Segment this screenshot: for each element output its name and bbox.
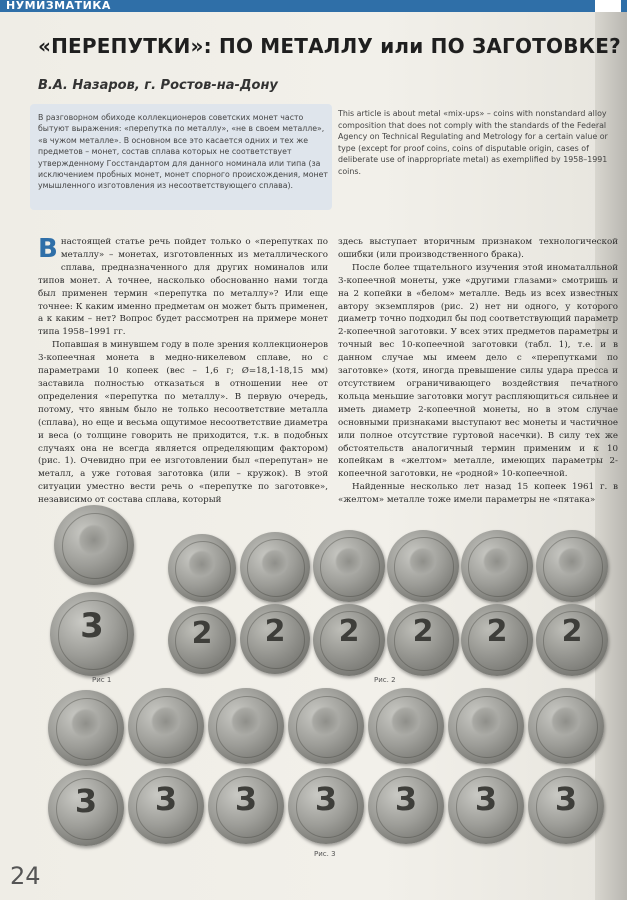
coin-figure3-reverse: 3 [288, 768, 364, 844]
coin-figure3-reverse: 3 [368, 768, 444, 844]
coin-figure3-obverse [48, 690, 124, 766]
coin-figure2-reverse: 2 [240, 604, 310, 674]
coin-figure2-obverse [387, 530, 459, 602]
header-right-block [595, 0, 621, 12]
page-number: 24 [10, 862, 41, 890]
section-header-bar [0, 0, 627, 12]
paragraph-continued: здесь выступает вторичным признаком технологической ошибки (или производственного брака). [338, 237, 618, 260]
coin-figure3-obverse [288, 688, 364, 764]
paragraph-fourth: Найденные несколько лет назад 15 копеек 1961 г. в «желтом» металле тоже имели параметры не «пятака» [338, 482, 618, 506]
coin-figure3-obverse [368, 688, 444, 764]
coin-figure3-reverse: 3 [208, 768, 284, 844]
figure2-caption: Рис. 2 [374, 676, 396, 684]
paragraph-intro [38, 236, 328, 339]
coin-figure3-reverse: 3 [48, 770, 124, 846]
coin-figure3-reverse: 3 [128, 768, 204, 844]
coin-figure1-obverse [54, 505, 134, 585]
coin-figure2-obverse [313, 530, 385, 602]
section-label: НУМИЗМАТИКА [6, 0, 111, 12]
coin-figure3-obverse [208, 688, 284, 764]
figure3-caption: Рис. 3 [314, 850, 336, 858]
coin-figure2-reverse: 2 [387, 604, 459, 676]
drop-cap: В [38, 234, 58, 264]
paragraph-third: После более тщательного изучения этой иноматалльной 3-копеечной монеты, уже «другими глазами» смотришь и на 2 копейки в «белом» металле. Ведь из всех известных автору экземпляров (рис. 2) нет ни одного, у которого диаметр точно подходил бы под соответствующий параметр 2-копеечной заготовки. У всех этих предметов параметры и точный вес 10-копеечной заготовки (табл. 1), т.е. и в данном случае мы имеем дело с «перепутками по заготовке» (хотя, иногда превышение силы удара пресса и отсутствием ограничивающего воздействия печатного кольца меньшие заготовки могут распляющиться сильнее и иметь диаметр 2-копеечной монеты, но в этом случае основными признаками выступают вес монеты и частичное или полное отсутствие гуртовой насечки). В силу тех же обстоятельств аналогичный термин применим и к 10 копейкам в «желтом» металле, имеющих параметры 2-копеечной заготовки, не «родной» 10-копеечной. [338, 262, 618, 480]
coin-figure3-reverse: 3 [528, 768, 604, 844]
coin-figure2-obverse [461, 530, 533, 602]
figure1-caption: Рис 1 [92, 676, 112, 684]
coin-figure2-obverse [168, 534, 236, 602]
article-title: «ПЕРЕПУТКИ»: ПО МЕТАЛЛУ или ПО ЗАГОТОВКЕ? [38, 34, 621, 58]
coin-figure2-obverse [240, 532, 310, 602]
coin-figure1-reverse: 3 [50, 592, 134, 676]
coin-figure3-obverse [128, 688, 204, 764]
text-column-left [38, 236, 328, 507]
coin-figure2-reverse: 2 [313, 604, 385, 676]
text-column-right [338, 236, 618, 507]
coin-figure3-reverse: 3 [448, 768, 524, 844]
coin-figure2-reverse: 2 [168, 606, 236, 674]
coin-figure3-obverse [448, 688, 524, 764]
article-author: В.А. Назаров, г. Ростов-на-Дону [38, 78, 278, 93]
coin-figure2-reverse: 2 [536, 604, 608, 676]
abstract-english: This article is about metal «mix-ups» – coins with nonstandard alloy composition that does not comply with the standards of the Federal Agency on Technical Regulating and Metrology for a certain value or type (except for proof coins, coins of disputable origin, cases of deliberate use of inappropriate metal) as exemplified by 1958–1991 coins. [338, 109, 608, 176]
coin-figure2-reverse: 2 [461, 604, 533, 676]
abstract-russian: В разговорном обиходе коллекционеров советских монет часто бытуют выражения: «перепутка по металлу», «не в своем металле», «в чужом металле». В основном все это касается одних и тех же предметов – монет, состав сплава которых не соответствует утвержденному Госстандартом для данного номинала или типа (за исключением пробных монет, монет спорного происхождения, монет умышленного изготовления из несоответствующего сплава). [38, 113, 328, 191]
paragraph-second: Попавшая в минувшем году в поле зрения коллекционеров 3-копеечная монета в медно-никелевом сплаве, но с параметрами 10 копеек (вес – 1,6 г; Ø=18,1-18,15 мм) заставила полностью отказаться в отношении нее от определения «перепутка по металлу». В первую очередь, потому, что явным было не только несоответствие металла (сплава), но еще и весьма ощутимое несоответствие диаметра и веса (о толщине говорить не приходится, т.к. в подобных случаях она не всегда является определяющим фактором) (рис. 1). Очевидно при ее изготовлении был «перепутан» не металл, а уже готовая заготовка (или – кружок). В этой ситуации уместно вести речь о «перепутке по заготовке», независимо от состава сплава, который [38, 340, 328, 506]
paragraph-intro-text: настоящей статье речь пойдет только о «перепутках по металлу» – монетах, изготовленных из металлического сплава, предназначенного для других номиналов или типов монет. А точнее, насколько обоснованно нами тогда был применен термин «перепутка по металлу»? Или еще точнее: К каким именно предметам он может быть применен, а к каким – нет? Вопрос будет рассмотрен на примере монет типа 1958–1991 гг. [38, 237, 328, 338]
coin-figure3-obverse [528, 688, 604, 764]
coin-figure2-obverse [536, 530, 608, 602]
